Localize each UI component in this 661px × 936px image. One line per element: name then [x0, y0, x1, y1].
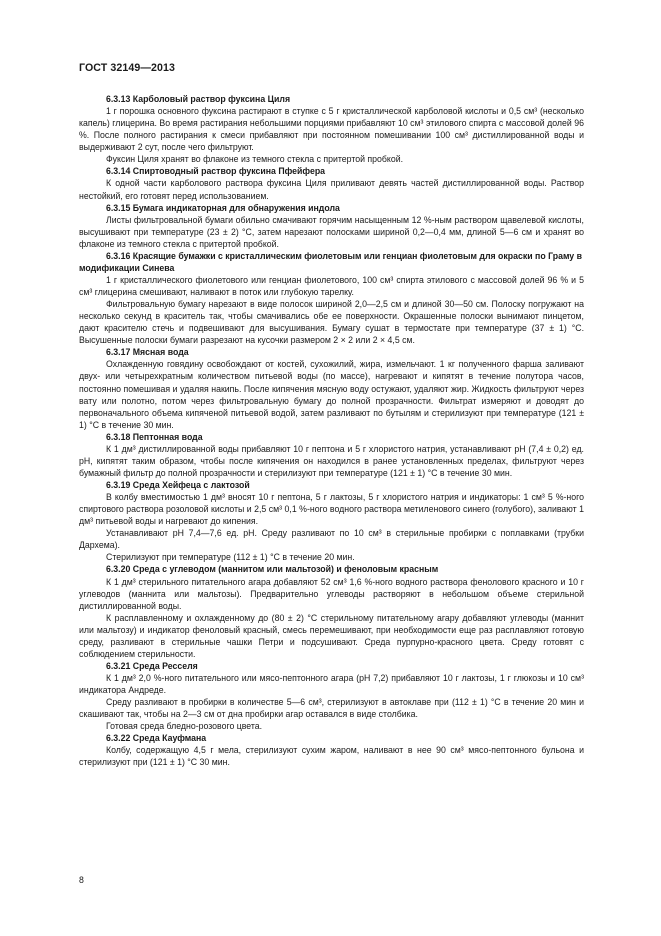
paragraph: Колбу, содержащую 4,5 г мела, стерилизуют сухим жаром, наливают в нее 90 см³ мясо-пептонного бульона и стерилизуют при (121 ± 1) °С 30 мин.: [79, 745, 584, 768]
page-number: 8: [79, 875, 84, 885]
section-heading: 6.3.17 Мясная вода: [106, 347, 189, 358]
paragraph: 1 г порошка основного фуксина растирают в ступке с 5 г кристаллической карболовой кислоты и 0,5 см³ (несколько капель) глицерина. Во время растирания небольшими порциями прибавляют 10 см³ этилового спирта с массовой долей 96 %. После полного растирания к смеси прибавляют при постоянном помешивании 100 см³ дистиллированной воды и выдерживают 2 сут, после чего фильтруют.: [79, 106, 584, 153]
paragraph: Готовая среда бледно-розового цвета.: [106, 721, 263, 732]
paragraph: Охлажденную говядину освобождают от костей, сухожилий, жира, измельчают. 1 кг полученного фарша заливают двух- или четырехкратным количеством питьевой воды (по массе), нагревают и кипятят в течение полутора часов, постоянно помешивая и удаляя накипь. После кипячения мясную воду остужают, удаляют жир. Жидкость фильтруют через вату или полотно, потом через фильтровальную бумагу до полной прозрачности. Фильтрат измеряют и доводят до первоначального объема кипяченой питьевой водой, затем разливают по бутылям и стерилизуют при температуре (121 ± 1) °С в течение 30 мин.: [79, 359, 584, 430]
paragraph: К 1 дм³ 2,0 %-ного питательного или мясо-пептонного агара (рН 7,2) прибавляют 10 г лактозы, 1 г глюкозы и 10 см³ индикатора Андреде.: [79, 673, 584, 696]
section-heading: 6.3.13 Карболовый раствор фуксина Циля: [106, 94, 291, 104]
paragraph: Фуксин Циля хранят во флаконе из темного стекла с притертой пробкой.: [106, 154, 404, 165]
document-body: [79, 93, 584, 769]
paragraph: К 1 дм³ стерильного питательного агара добавляют 52 см³ 1,6 %-ного водного раствора фенолового красного и 10 г углеводов (маннита или мальтозы). Предварительно углеводы растворяют в небольшом объеме стерильной дистиллированной воды.: [79, 576, 584, 611]
section-heading: 6.3.20 Среда с углеводом (маннитом или мальтозой) и феноловым красным: [106, 564, 439, 575]
section-heading: 6.3.14 Спиртоводный раствор фуксина Пфейфера: [106, 166, 326, 177]
section-heading: 6.3.16 Красящие бумажки с кристаллическим фиолетовым или генциан фиолетовым для окраски по Граму в модификации Синева: [79, 250, 582, 273]
section-heading: 6.3.21 Среда Ресселя: [106, 660, 198, 671]
section-heading: 6.3.19 Среда Хейфеца с лактозой: [106, 480, 250, 490]
paragraph: Стерилизуют при температуре (112 ± 1) °С в течение 20 мин.: [106, 552, 355, 563]
paragraph: Устанавливают рН 7,4—7,6 ед. рН. Среду разливают по 10 см³ в стерильные пробирки с поплавками (трубки Дархема).: [79, 528, 584, 551]
paragraph: К расплавленному и охлажденному до (80 ± 2) °С стерильному питательному агару добавляют углеводы (маннит или мальтозу) и индикатор феноловый красный, смесь перемешивают, при необходимости еще раз расплавляют готовую среду, разливают в стерильные чашки Петри и подсушивают. Среда пурпурно-красного цвета. Среду готовят с соблюдением стерильности.: [79, 612, 584, 659]
paragraph: Фильтровальную бумагу нарезают в виде полосок шириной 2,0—2,5 см и длиной 30—50 см. Полоску погружают на несколько секунд в краситель так, чтобы смачивались обе ее поверхности. Окрашенные полоски вынимают пинцетом, дают красителю стечь и подвешивают для высушивания. Бумагу сушат в термостате при температуре (37 ± 1) °С. Высушенные полоски бумаги разрезают на кусочки размером 2 × 2 или 2 × 4,5 см.: [79, 299, 584, 346]
document-header: ГОСТ 32149—2013: [79, 62, 176, 74]
paragraph: Листы фильтровальной бумаги обильно смачивают горячим насыщенным 12 %-ным раствором щавелевой кислоты, высушивают при температуре (23 ± 2) °С, затем нарезают полосками шириной 0,2—0,4 мм, длиной 5—6 см и хранят во флаконе из темного стекла с притертой пробкой.: [79, 214, 584, 249]
paragraph: В колбу вместимостью 1 дм³ вносят 10 г пептона, 5 г лактозы, 5 г хлористого натрия и индикаторы: 1 см³ 5 %-ного спиртового раствора розоловой кислоты и 2,5 см³ 0,1 %-ного водного раствора метиленового синего (голубого), заливают 1 дм³ питьевой воды и нагревают до кипения.: [79, 492, 584, 527]
paragraph: Среду разливают в пробирки в количестве 5—6 см³, стерилизуют в автоклаве при (112 ± 1) °С в течение 20 мин и скашивают так, чтобы на 2—3 см от дна пробирки агар оставался в виде столбика.: [79, 697, 584, 720]
paragraph: К одной части карболового раствора фуксина Циля приливают девять частей дистиллированной воды. Раствор нестойкий, его готовят перед использованием.: [79, 178, 584, 201]
section-heading: 6.3.15 Бумага индикаторная для обнаружения индола: [106, 202, 340, 213]
section-heading: 6.3.22 Среда Кауфмана: [106, 733, 207, 744]
paragraph: К 1 дм³ дистиллированной воды прибавляют 10 г пептона и 5 г хлористого натрия, устанавливают рН (7,4 ± 0,2) ед. рН, кипятят таким образом, чтобы после кипячения он находился в ранее установленных пределах, фильтруют через бумажный фильтр до полной прозрачности и стерилизуют при температуре (121 ± 1) °С в течение 30 мин.: [79, 443, 584, 478]
section-heading: 6.3.18 Пептонная вода: [106, 431, 203, 442]
paragraph: 1 г кристаллического фиолетового или генциан фиолетового, 100 см³ спирта этилового с массовой долей 96 % и 5 см³ глицерина смешивают, наливают в поток или глубокую тарелку.: [79, 274, 584, 297]
